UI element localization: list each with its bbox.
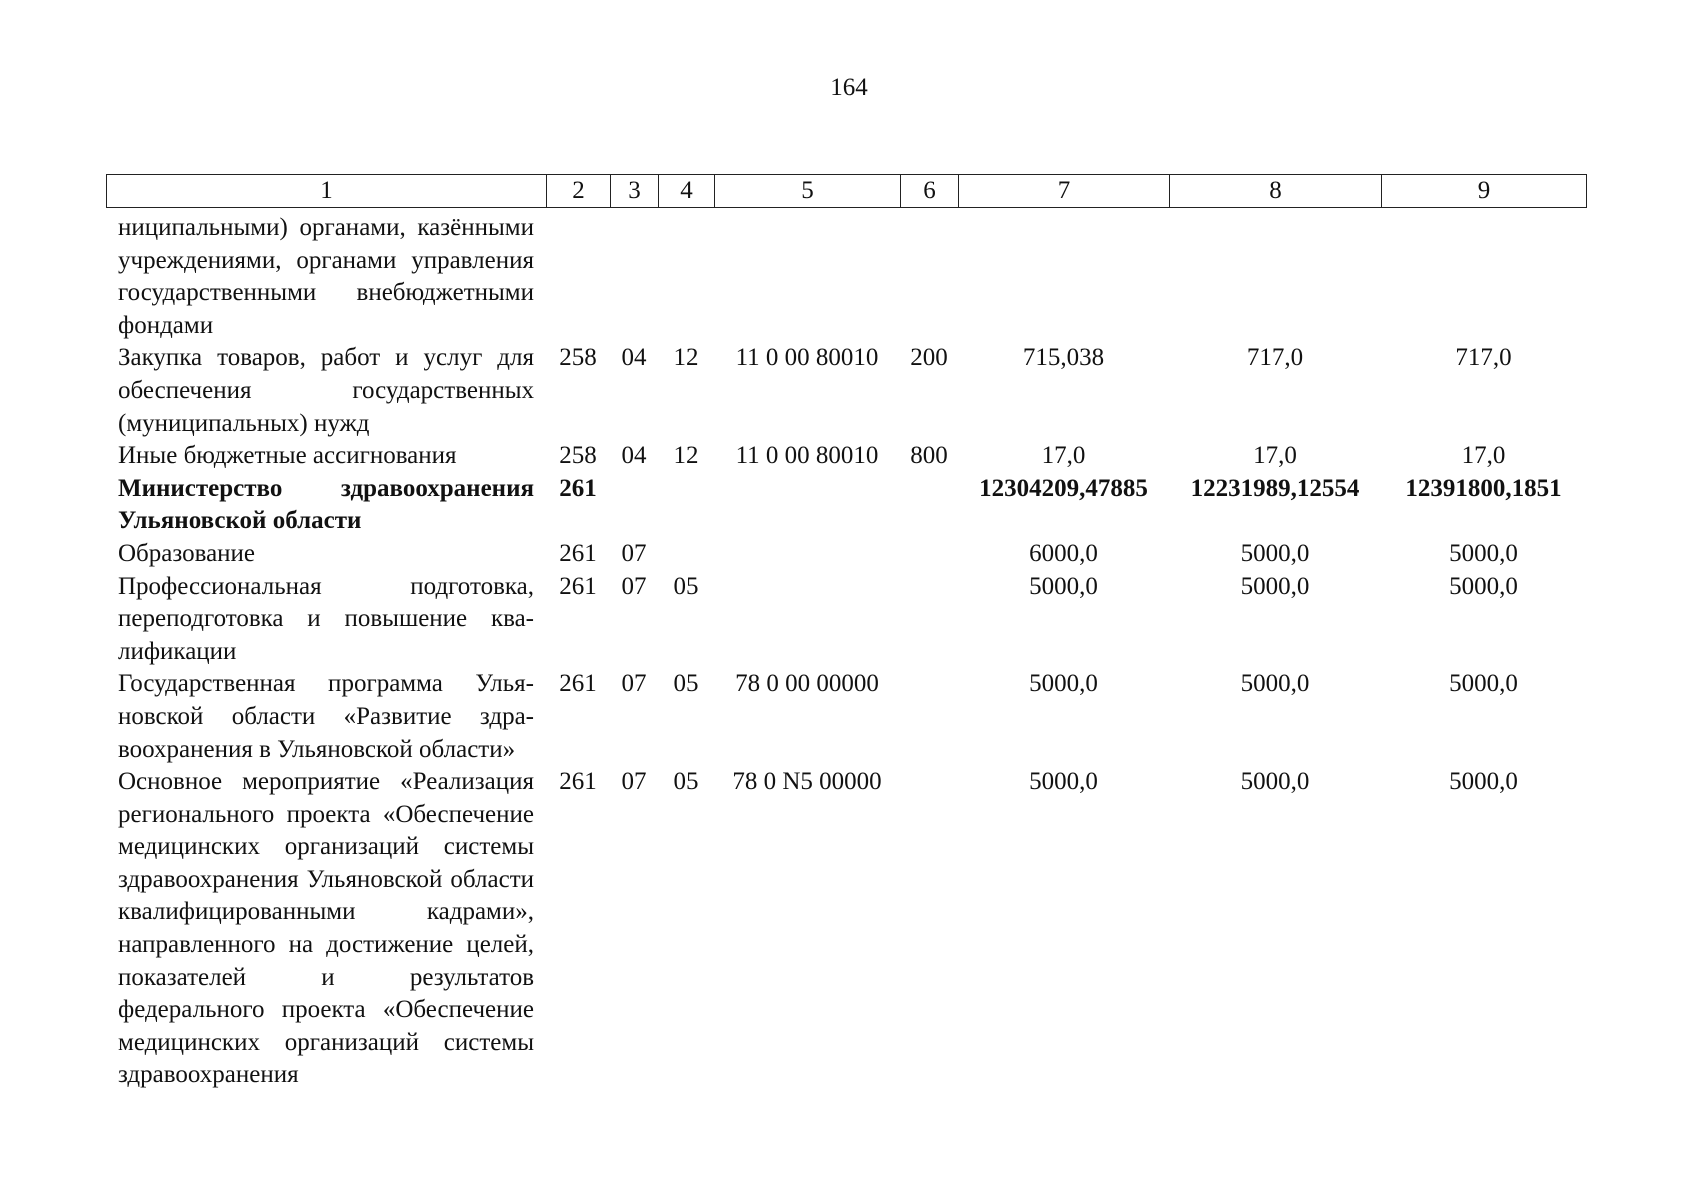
row-name-cell: Основное мероприятие «Реализация регионального проекта «Обеспечение медицинских организаций системы здравоохранения Ульяновской области квалифицированными кадрами», направленного на достижение целей, показателей и результатов федерального проекта «Обеспечение медицинских организаций системы здравоохранения	[118, 768, 534, 1089]
row-code-3-cell: 07	[621, 572, 647, 600]
column-header-1: 1	[107, 175, 547, 208]
row-amount-9-cell: 5000,0	[1449, 768, 1518, 796]
row-code-4-cell	[658, 212, 714, 342]
row-amount-7-cell: 5000,0	[1029, 572, 1098, 600]
table-row	[106, 440, 1586, 473]
row-code-4-cell: 12	[673, 442, 699, 470]
table-row	[106, 766, 1586, 1092]
row-code-3-cell: 04	[621, 442, 647, 470]
row-code-3-cell	[610, 473, 658, 538]
row-amount-8-cell: 17,0	[1253, 442, 1297, 470]
row-code-2-cell: 261	[559, 474, 597, 502]
row-amount-8-cell: 5000,0	[1240, 670, 1310, 698]
page-number: 164	[830, 74, 868, 101]
row-code-2-cell	[546, 212, 610, 342]
row-code-6-cell	[900, 212, 958, 342]
row-name-cell: Иные бюджетные ассигнования	[118, 442, 457, 470]
table-row	[106, 473, 1586, 538]
row-name-cell: Профессиональная подготовка, переподготовка и повышение квалификации	[118, 572, 534, 665]
row-amount-8-cell	[1169, 212, 1381, 342]
row-code-6-cell	[900, 766, 958, 1092]
table-row	[106, 342, 1586, 440]
row-code-3-cell: 07	[621, 539, 647, 567]
row-amount-8-cell: 5000,0	[1240, 768, 1310, 796]
row-amount-9-cell: 5000,0	[1449, 539, 1518, 567]
row-code-2-cell: 261	[559, 768, 597, 796]
row-amount-9-cell: 5000,0	[1449, 572, 1518, 600]
row-code-4-cell: 05	[673, 670, 699, 698]
row-amount-8-cell: 5000,0	[1240, 539, 1310, 567]
column-header-7: 7	[959, 175, 1170, 208]
row-amount-9-cell: 717,0	[1455, 344, 1512, 372]
row-code-2-cell: 261	[559, 539, 597, 567]
row-code-4-cell	[658, 473, 714, 538]
row-amount-7-cell: 715,038	[1022, 344, 1105, 372]
row-code-5-cell	[714, 571, 900, 669]
budget-table-body	[106, 212, 1586, 1092]
row-code-6-cell	[900, 538, 958, 571]
row-code-5-cell: 78 0 00 00000	[735, 670, 879, 698]
row-amount-8-cell: 12231989,12554	[1190, 474, 1360, 502]
table-row	[106, 571, 1586, 669]
row-amount-7-cell: 5000,0	[1029, 670, 1098, 698]
row-code-6-cell	[900, 473, 958, 538]
row-amount-9-cell: 5000,0	[1449, 670, 1518, 698]
row-code-4-cell: 05	[673, 768, 699, 796]
row-code-5-cell: 78 0 N5 00000	[732, 768, 882, 796]
row-code-4-cell	[658, 538, 714, 571]
row-name-cell: Государственная программа Ульяновской области «Развитие здравоохранения в Ульяновской области»	[118, 670, 534, 763]
column-header-row	[107, 175, 1587, 208]
row-amount-9-cell: 12391800,1851	[1405, 474, 1562, 502]
column-header-table	[106, 174, 1587, 208]
row-code-2-cell: 261	[559, 572, 597, 600]
row-amount-7-cell: 12304209,47885	[979, 474, 1148, 502]
row-code-6-cell: 200	[910, 344, 948, 372]
row-amount-9-cell: 17,0	[1461, 442, 1506, 470]
row-code-6-cell	[900, 571, 958, 669]
row-amount-8-cell: 5000,0	[1240, 572, 1310, 600]
column-header-3: 3	[611, 175, 659, 208]
row-code-5-cell: 11 0 00 80010	[735, 442, 879, 470]
budget-table	[106, 212, 1586, 1092]
row-code-3-cell	[610, 212, 658, 342]
row-amount-8-cell: 717,0	[1246, 344, 1304, 372]
row-name-cell: Министерство здравоохранения Ульяновской области	[118, 474, 534, 535]
row-code-6-cell	[900, 668, 958, 766]
row-code-3-cell: 07	[621, 768, 647, 796]
row-code-6-cell: 800	[910, 442, 948, 470]
row-code-4-cell: 05	[673, 572, 699, 600]
row-name-cell: Образование	[118, 539, 256, 567]
row-code-3-cell: 04	[621, 344, 647, 372]
row-code-5-cell	[714, 538, 900, 571]
row-code-2-cell: 261	[559, 670, 597, 698]
row-code-5-cell: 11 0 00 80010	[735, 344, 879, 372]
column-header-4: 4	[659, 175, 715, 208]
table-row	[106, 538, 1586, 571]
column-header-9: 9	[1382, 175, 1587, 208]
row-code-5-cell	[714, 473, 900, 538]
row-amount-7-cell: 6000,0	[1029, 539, 1098, 567]
column-header-2: 2	[547, 175, 611, 208]
column-header-6: 6	[901, 175, 959, 208]
row-code-2-cell: 258	[559, 442, 597, 470]
row-amount-7-cell: 17,0	[1041, 442, 1086, 470]
row-amount-7-cell: 5000,0	[1029, 768, 1098, 796]
table-row	[106, 212, 1586, 342]
row-name-cell: Закупка товаров, работ и услуг для обеспечения государственных (муниципальных) нужд	[118, 344, 534, 437]
column-header-8: 8	[1170, 175, 1382, 208]
row-code-5-cell	[714, 212, 900, 342]
row-code-3-cell: 07	[621, 670, 647, 698]
column-header-5: 5	[715, 175, 901, 208]
row-name-cell: ниципальными) органами, казёнными учреждениями, органами управления государственными внебюджетными фондами	[118, 214, 534, 339]
row-amount-9-cell	[1381, 212, 1586, 342]
table-row	[106, 668, 1586, 766]
row-code-2-cell: 258	[559, 344, 597, 372]
row-amount-7-cell	[958, 212, 1169, 342]
row-code-4-cell: 12	[673, 344, 699, 372]
